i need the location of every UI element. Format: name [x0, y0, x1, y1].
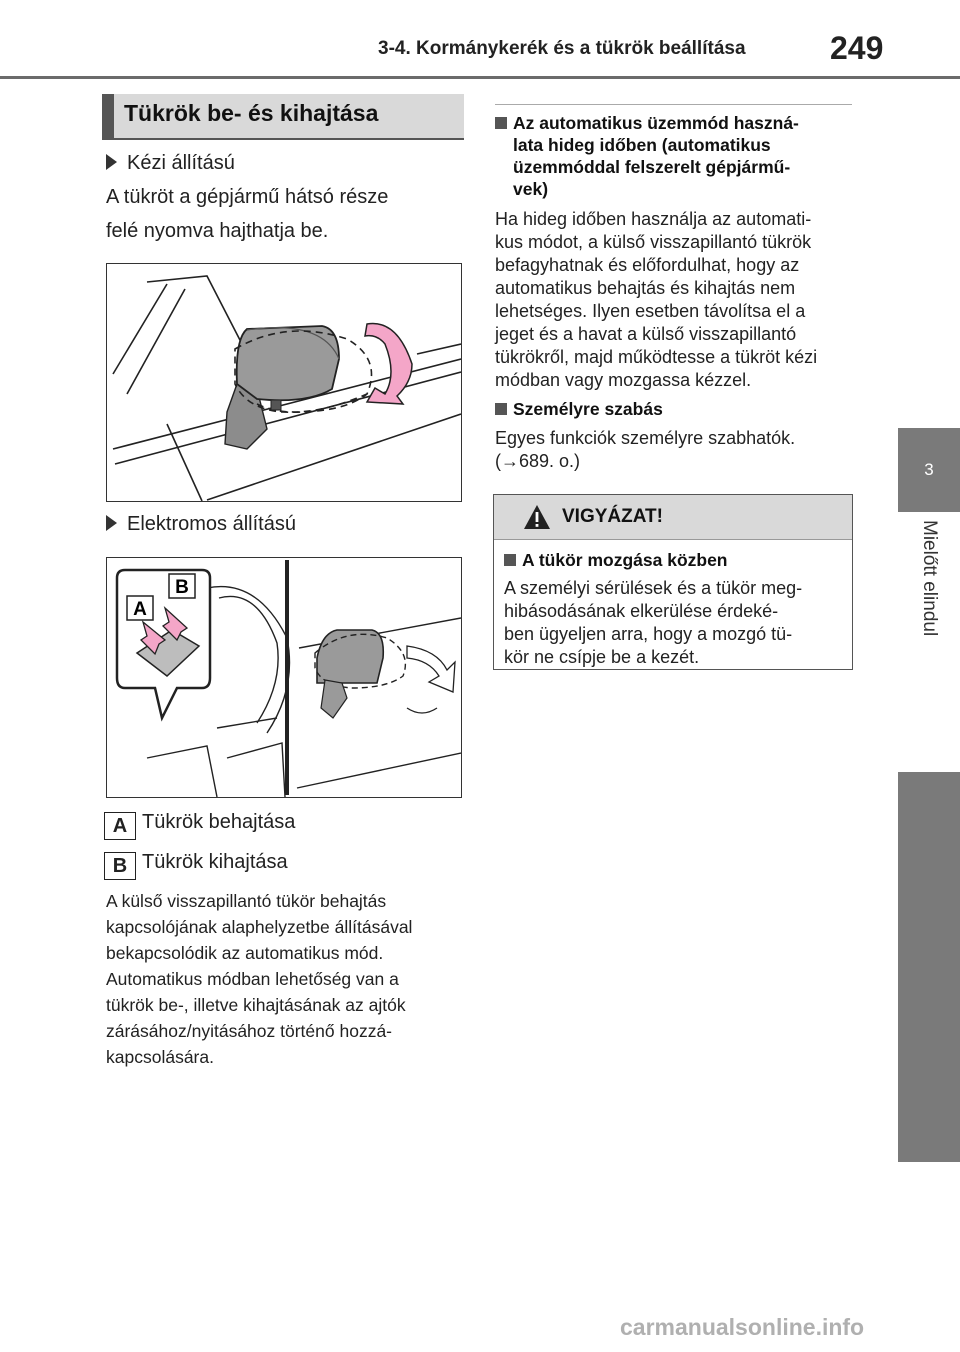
warning-line: A személyi sérülések és a tükör meg- — [504, 578, 803, 598]
manual-mirror-figure — [106, 263, 462, 502]
warning-line: ben ügyeljen arra, hogy a mozgó tü- — [504, 624, 793, 644]
chapter-tab-bar — [898, 772, 960, 1162]
manual-label-row — [106, 146, 235, 180]
auto-heading-line: üzemmóddal felszerelt gépjármű- — [513, 157, 791, 177]
note-line: Automatikus módban lehetőség van a — [106, 969, 399, 989]
electric-label: Elektromos állítású — [127, 513, 296, 535]
figure-label-b: B — [175, 577, 189, 598]
warning-triangle-icon — [522, 503, 552, 531]
legend-b-row — [104, 845, 288, 880]
manual-label: Kézi állítású — [127, 152, 235, 174]
auto-heading-line: vek) — [513, 179, 549, 199]
auto-heading-line: Az automatikus üzemmód haszná- — [513, 113, 799, 133]
legend-b-box: B — [104, 852, 136, 880]
electric-label-row — [106, 507, 296, 541]
auto-body-line: befagyhatnak és előfordulhat, hogy az — [495, 255, 800, 275]
bullet-triangle-icon — [106, 515, 117, 531]
electric-mirror-figure — [106, 557, 462, 798]
right-column-divider — [495, 104, 852, 105]
legend-a-row — [104, 805, 295, 840]
warning-title: VIGYÁZAT! — [562, 506, 663, 527]
warning-subheading: A tükör mozgása közben — [522, 550, 728, 570]
warning-line: hibásodásának elkerülése érdeké- — [504, 601, 779, 621]
warning-line: kör ne csípje be a kezét. — [504, 647, 700, 667]
chapter-title-tab — [898, 512, 960, 772]
note-line: A külső visszapillantó tükör behajtás — [106, 891, 387, 911]
manual-text-1: A tükröt a gépjármű hátsó része — [106, 186, 389, 208]
running-header-title: 3-4. Kormánykerék és a tükrök beállítása — [378, 38, 746, 59]
auto-body-line: jeget és a havat a külső visszapillantó — [495, 324, 797, 344]
auto-body-line: tükrökről, majd működtesse a tükröt kézi — [495, 347, 818, 367]
auto-body-line: Ha hideg időben használja az automati- — [495, 209, 812, 229]
warning-subheading-row — [504, 549, 728, 571]
note-line: bekapcsolódik az automatikus mód. — [106, 943, 384, 963]
bullet-triangle-icon — [106, 154, 117, 170]
note-line: kapcsolójának alaphelyzetbe állításával — [106, 917, 413, 937]
manual-text-2: felé nyomva hajthatja be. — [106, 220, 329, 242]
electric-mirror-illustration — [107, 558, 461, 797]
note-line: tükrök be-, illetve kihajtásának az ajtók — [106, 995, 406, 1015]
chapter-title: Mielőtt elindul — [919, 520, 940, 637]
auto-body-line: lehetséges. Ilyen esetben távolítsa el a — [495, 301, 806, 321]
legend-a-box: A — [104, 812, 136, 840]
auto-body-line: automatikus behajtás és kihajtás nem — [495, 278, 796, 298]
auto-mode-body — [495, 208, 860, 392]
warning-body — [504, 577, 844, 669]
manual-mirror-illustration — [107, 264, 461, 501]
note-line: zárásához/nyitásához történő hozzá- — [106, 1021, 392, 1041]
section-heading-text: Tükrök be- és kihajtása — [124, 100, 379, 126]
note-line: kapcsolására. — [106, 1047, 214, 1067]
warning-box — [493, 494, 853, 670]
custom-heading: Személyre szabás — [513, 399, 663, 419]
watermark: carmanualsonline.info — [620, 1314, 865, 1340]
auto-body-line: módban vagy mozgassa kézzel. — [495, 370, 752, 390]
bullet-square-icon — [495, 403, 507, 415]
auto-mode-heading — [495, 112, 855, 200]
custom-heading-row — [495, 398, 663, 420]
section-heading-bar — [102, 94, 114, 138]
section-heading — [102, 94, 464, 140]
auto-body-line: kus módot, a külső visszapillantó tükrök — [495, 232, 812, 252]
custom-body-2: (→689. o.) — [495, 451, 581, 471]
header-divider — [0, 76, 960, 79]
bullet-square-icon — [495, 117, 507, 129]
figure-label-a: A — [133, 599, 147, 620]
auto-heading-line: lata hideg időben (automatikus — [513, 135, 771, 155]
bullet-square-icon — [504, 554, 516, 566]
legend-b-text: Tükrök kihajtása — [142, 851, 288, 873]
warning-header — [494, 495, 852, 540]
legend-a-text: Tükrök behajtása — [142, 811, 296, 833]
chapter-number-tab: 3 — [898, 428, 960, 512]
page-number: 249 — [830, 30, 884, 66]
custom-body-1: Egyes funkciók személyre szabhatók. — [495, 428, 796, 448]
auto-mode-note — [106, 888, 476, 1070]
